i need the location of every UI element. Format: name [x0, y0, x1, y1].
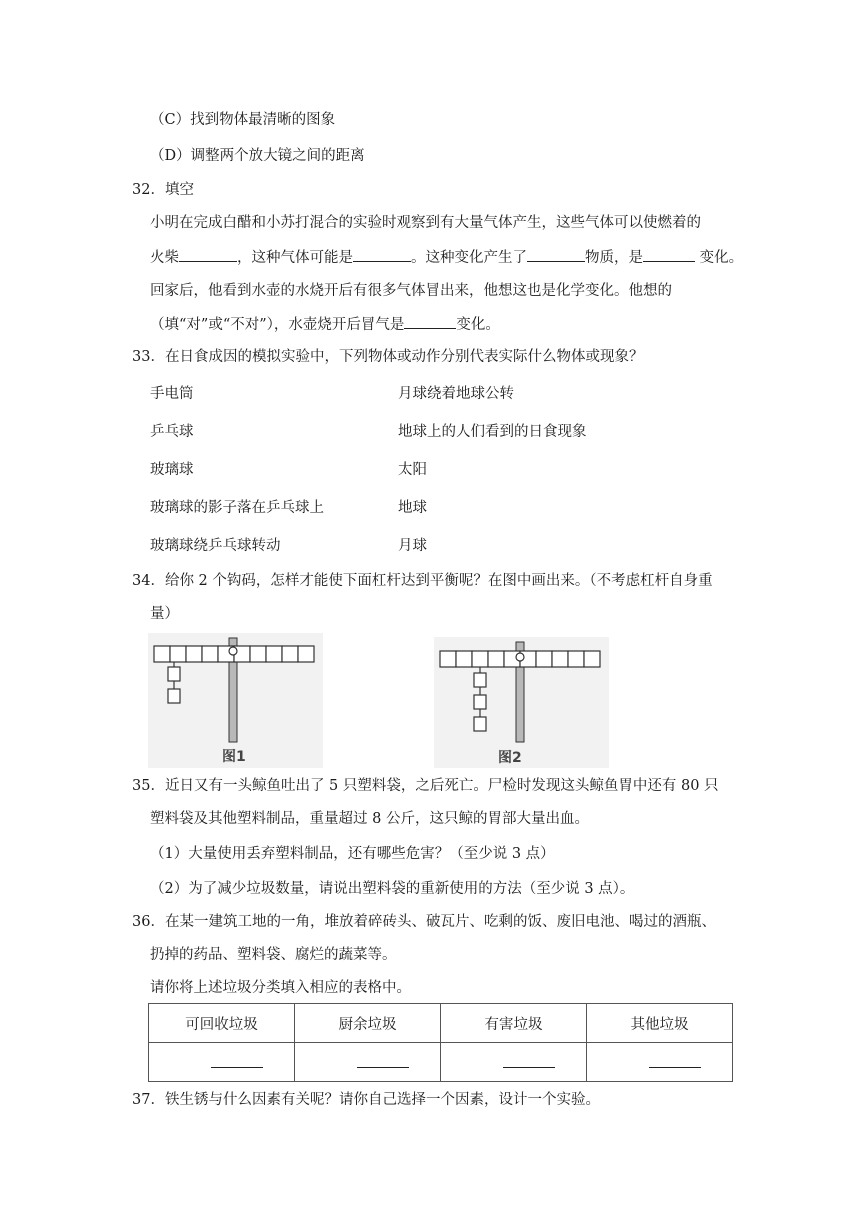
- match-left-item[interactable]: 手电筒: [150, 386, 194, 402]
- table-answer-cell[interactable]: [295, 1043, 441, 1082]
- q35-line1: 35．近日又有一头鲸鱼吐出了 5 只塑料袋，之后死亡。尸检时发现这头鲸鱼胃中还有 80 只: [132, 778, 719, 794]
- answer-blank[interactable]: [353, 247, 411, 262]
- q32-line2: [150, 247, 743, 268]
- table-header-kitchen: 厨余垃圾: [295, 1004, 441, 1043]
- q34-line2: 量）: [150, 606, 179, 622]
- match-right-item[interactable]: 地球: [398, 500, 427, 516]
- figure-caption: 图2: [498, 750, 522, 766]
- q32-text: （填“对”或“不对”），水壶烧开后冒气是: [150, 317, 405, 333]
- q32-line3: 回家后，他看到水壶的水烧开后有很多气体冒出来，他想这也是化学变化。他想的: [150, 283, 672, 299]
- table-header-hazardous: 有害垃圾: [441, 1004, 587, 1043]
- q32-line4: [150, 314, 500, 335]
- answer-blank[interactable]: [649, 1067, 701, 1068]
- q32-text: 。这种变化产生了: [411, 250, 527, 266]
- q33-title: 33．在日食成因的模拟实验中，下列物体或动作分别代表实际什么物体或现象？: [132, 349, 644, 365]
- q32-title: 32．填空: [132, 182, 194, 198]
- table-header-recyclable: 可回收垃圾: [149, 1004, 295, 1043]
- answer-blank[interactable]: [211, 1067, 263, 1068]
- table-answer-cell[interactable]: [149, 1043, 295, 1082]
- lever-figure-1[interactable]: [148, 633, 323, 768]
- q32-text: 物质，是: [585, 250, 643, 266]
- match-left-item[interactable]: 乒乓球: [150, 424, 194, 440]
- match-right-item[interactable]: 月球绕着地球公转: [398, 386, 514, 402]
- q32-text: ，这种气体可能是: [237, 250, 353, 266]
- answer-blank[interactable]: [179, 247, 237, 262]
- lever-figure-2[interactable]: [434, 637, 609, 768]
- q32-text: 变化。: [695, 250, 744, 266]
- q32-text: 火柴: [150, 250, 179, 266]
- q32-text: 变化。: [456, 317, 500, 333]
- q35-line2: 塑料袋及其他塑料制品，重量超过 8 公斤，这只鲸的胃部大量出血。: [150, 811, 589, 827]
- q36-line3: 请你将上述垃圾分类填入相应的表格中。: [150, 980, 411, 996]
- option-d: （D）调整两个放大镜之间的距离: [150, 148, 365, 164]
- match-right-item[interactable]: 太阳: [398, 462, 427, 478]
- q36-line1: 36．在某一建筑工地的一角，堆放着碎砖头、破瓦片、吃剩的饭、废旧电池、喝过的酒瓶、: [132, 914, 716, 930]
- option-c: （C）找到物体最清晰的图象: [150, 112, 336, 128]
- match-left-item[interactable]: 玻璃球: [150, 462, 194, 478]
- q34-line1: 34．给你 2 个钩码，怎样才能使下面杠杆达到平衡呢？在图中画出来。（不考虑杠杆自身重: [132, 573, 713, 589]
- answer-blank[interactable]: [643, 247, 695, 262]
- match-left-item[interactable]: 玻璃球绕乒乓球转动: [150, 538, 281, 554]
- table-answer-cell[interactable]: [441, 1043, 587, 1082]
- match-left-item[interactable]: 玻璃球的影子落在乒乓球上: [150, 500, 324, 516]
- match-right-item[interactable]: 月球: [398, 538, 427, 554]
- table-answer-cell[interactable]: [587, 1043, 733, 1082]
- figure-caption: 图1: [222, 749, 246, 765]
- match-right-item[interactable]: 地球上的人们看到的日食现象: [398, 424, 587, 440]
- q32-line1: 小明在完成白醋和小苏打混合的实验时观察到有大量气体产生，这些气体可以使燃着的: [150, 215, 701, 231]
- q37-line1: 37．铁生锈与什么因素有关呢？请你自己选择一个因素，设计一个实验。: [132, 1092, 600, 1108]
- q35-sub1: （1）大量使用丢弃塑料制品，还有哪些危害？（至少说 3 点）: [150, 846, 555, 862]
- answer-blank[interactable]: [503, 1067, 555, 1068]
- q35-sub2: （2）为了减少垃圾数量，请说出塑料袋的重新使用的方法（至少说 3 点）。: [150, 881, 635, 897]
- answer-blank[interactable]: [357, 1067, 409, 1068]
- answer-blank[interactable]: [527, 247, 585, 262]
- table-header-other: 其他垃圾: [587, 1004, 733, 1043]
- q36-line2: 扔掉的药品、塑料袋、腐烂的蔬菜等。: [150, 947, 397, 963]
- waste-classification-table: [148, 1003, 733, 1082]
- answer-blank[interactable]: [404, 314, 456, 329]
